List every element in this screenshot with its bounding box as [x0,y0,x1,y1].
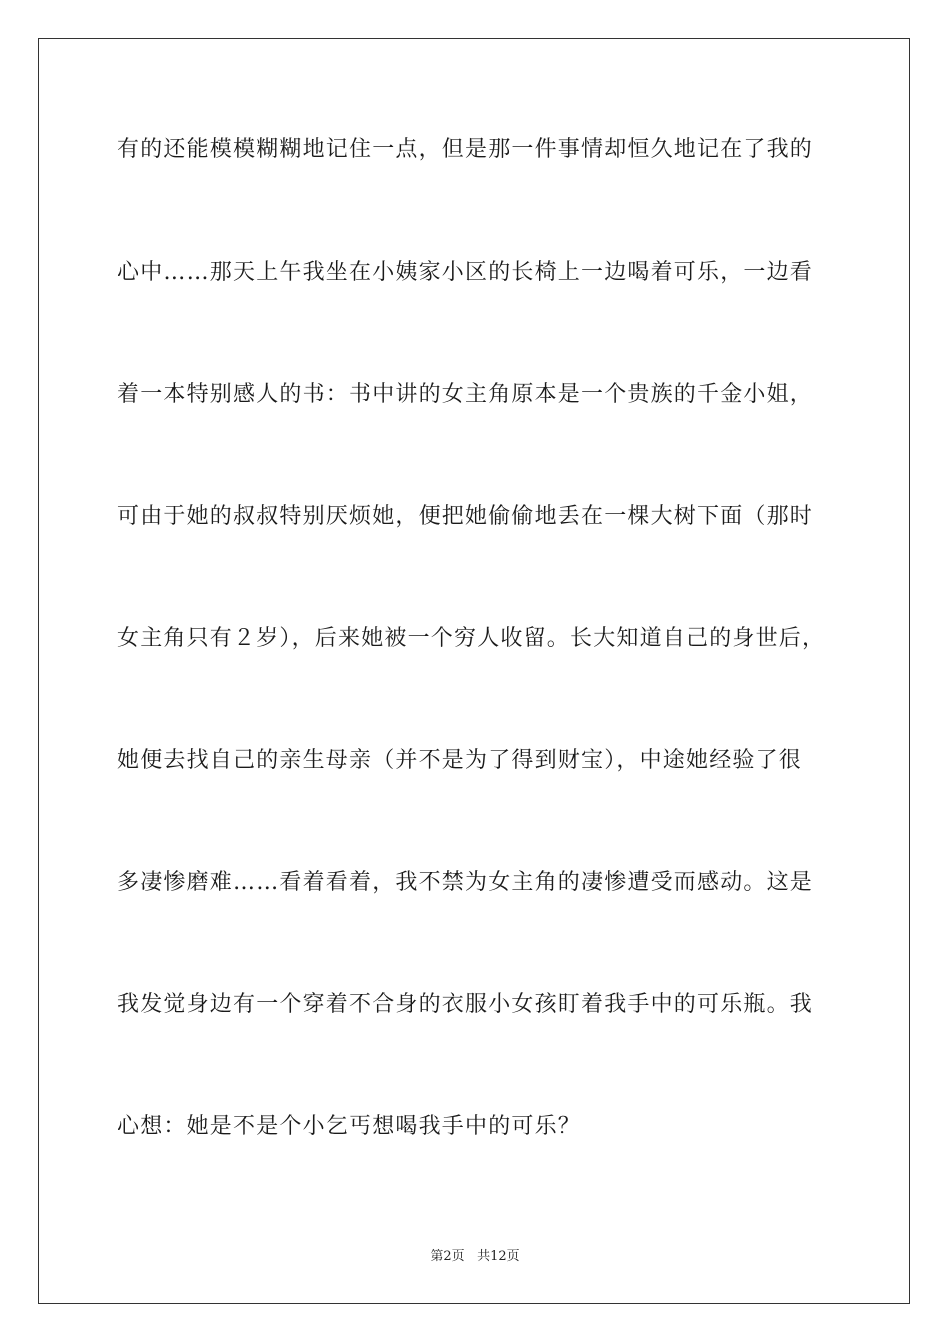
text-line-5: 女主角只有２岁），后来她被一个穷人收留。长大知道自己的身世后， [117,626,826,651]
text-line-6: 她便去找自己的亲生母亲（并不是为了得到财宝），中途她经验了很 [117,748,803,773]
text-line-2: 心中……那天上午我坐在小姨家小区的长椅上一边喝着可乐，一边看 [117,260,814,285]
text-line-4: 可由于她的叔叔特别厌烦她，便把她偷偷地丢在一棵大树下面（那时 [117,504,814,529]
text-line-3: 着一本特别感人的书：书中讲的女主角原本是一个贵族的千金小姐， [117,382,814,407]
total-pages: 共12页 [477,1249,520,1264]
text-line-9: 心想：她是不是个小乞丐想喝我手中的可乐？ [117,1114,582,1139]
page-footer [0,1248,950,1266]
text-line-1: 有的还能模模糊糊地记住一点，但是那一件事情却恒久地记在了我的 [117,137,814,162]
text-line-8: 我发觉身边有一个穿着不合身的衣服小女孩盯着我手中的可乐瓶。我 [117,992,814,1017]
page-number: 第2页 [430,1249,465,1264]
text-line-7: 多凄惨磨难……看着看着，我不禁为女主角的凄惨遭受而感动。这是 [117,870,814,895]
